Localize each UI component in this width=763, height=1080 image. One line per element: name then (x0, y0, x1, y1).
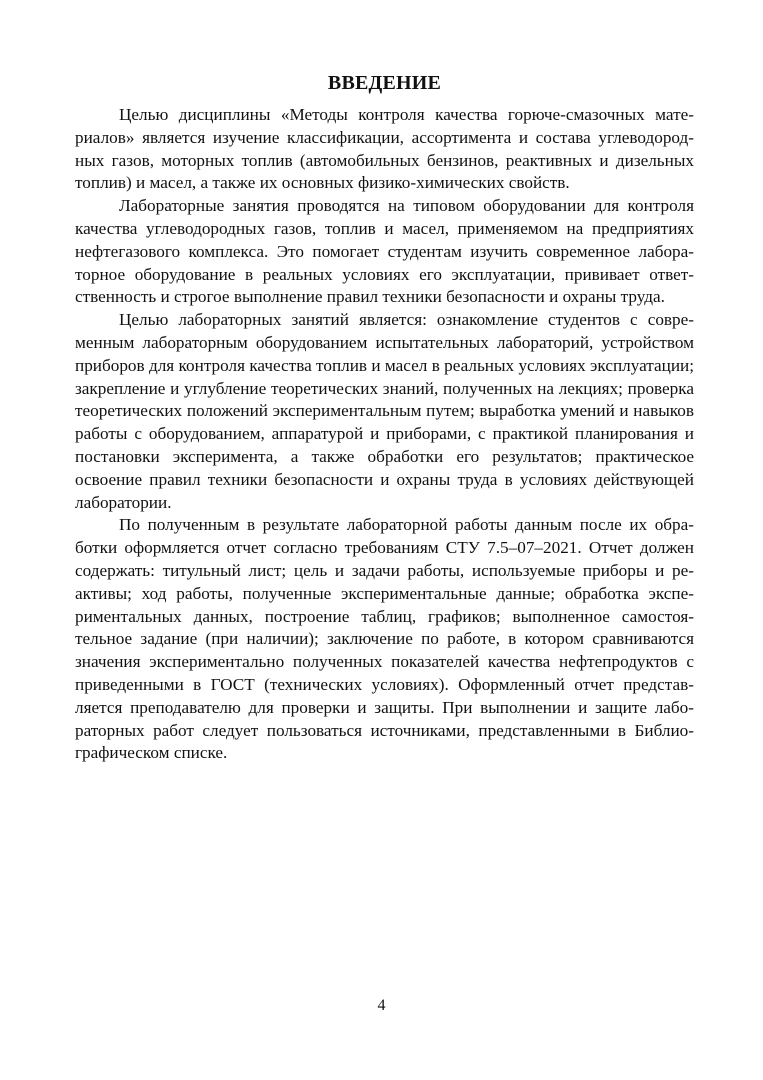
page-content (75, 66, 694, 765)
page-title: ВВЕДЕНИЕ (327, 72, 442, 94)
intro-paragraph-discipline-goal: Целью дисциплины «Методы контроля качества горюче-смазочных материалов» является изучение классификации, ассортимента и состава углеводородных газов, моторных топлив (автомобильных бензинов, реактивных и дизельных топлив) и масел, а также их основных физико-химических свойств. (75, 105, 694, 193)
intro-paragraph-lab-equipment: Лабораторные занятия проводятся на типовом оборудовании для контроля качества углеводородных газов, топлив и масел, применяемом на предприятиях нефтегазового комплекса. Это помогает студентам изучить современное лабораторное оборудование в реальных условиях его эксплуатации, прививает ответственность и строгое выполнение правил техники безопасности и охраны труда. (75, 196, 694, 307)
intro-paragraph-report-requirements: По полученным в результате лабораторной работы данным после их обработки оформляется отчет согласно требованиям СТУ 7.5–07–2021. Отчет должен содержать: титульный лист; цель и задачи работы, используемые приборы и реактивы; ход работы, полученные экспериментальные данные; обработка экспериментальных данных, построение таблиц, графиков; выполненное самостоятельное задание (при наличии); заключение по работе, в котором сравниваются значения экспериментально полученных показателей качества нефтепродуктов с приведенными в ГОСТ (технических условиях). Оформленный отчет представляется преподавателю для проверки и защиты. При выполнении и защите лабораторных работ следует пользоваться источниками, представленными в Библиографическом списке. (75, 515, 694, 763)
page-number: 4 (377, 997, 386, 1014)
intro-paragraph-lab-goals: Целью лабораторных занятий является: ознакомление студентов с современным лабораторным оборудованием испытательных лабораторий, устройством приборов для контроля качества топлив и масел в реальных условиях эксплуатации; закрепление и углубление теоретических знаний, полученных на лекциях; проверка теоретических положений экспериментальным путем; выработка умений и навыков работы с оборудованием, аппаратурой и приборами, с практикой планирования и постановки эксперимента, а также обработки его результатов; практическое освоение правил техники безопасности и охраны труда в условиях действующей лаборатории. (75, 310, 694, 512)
